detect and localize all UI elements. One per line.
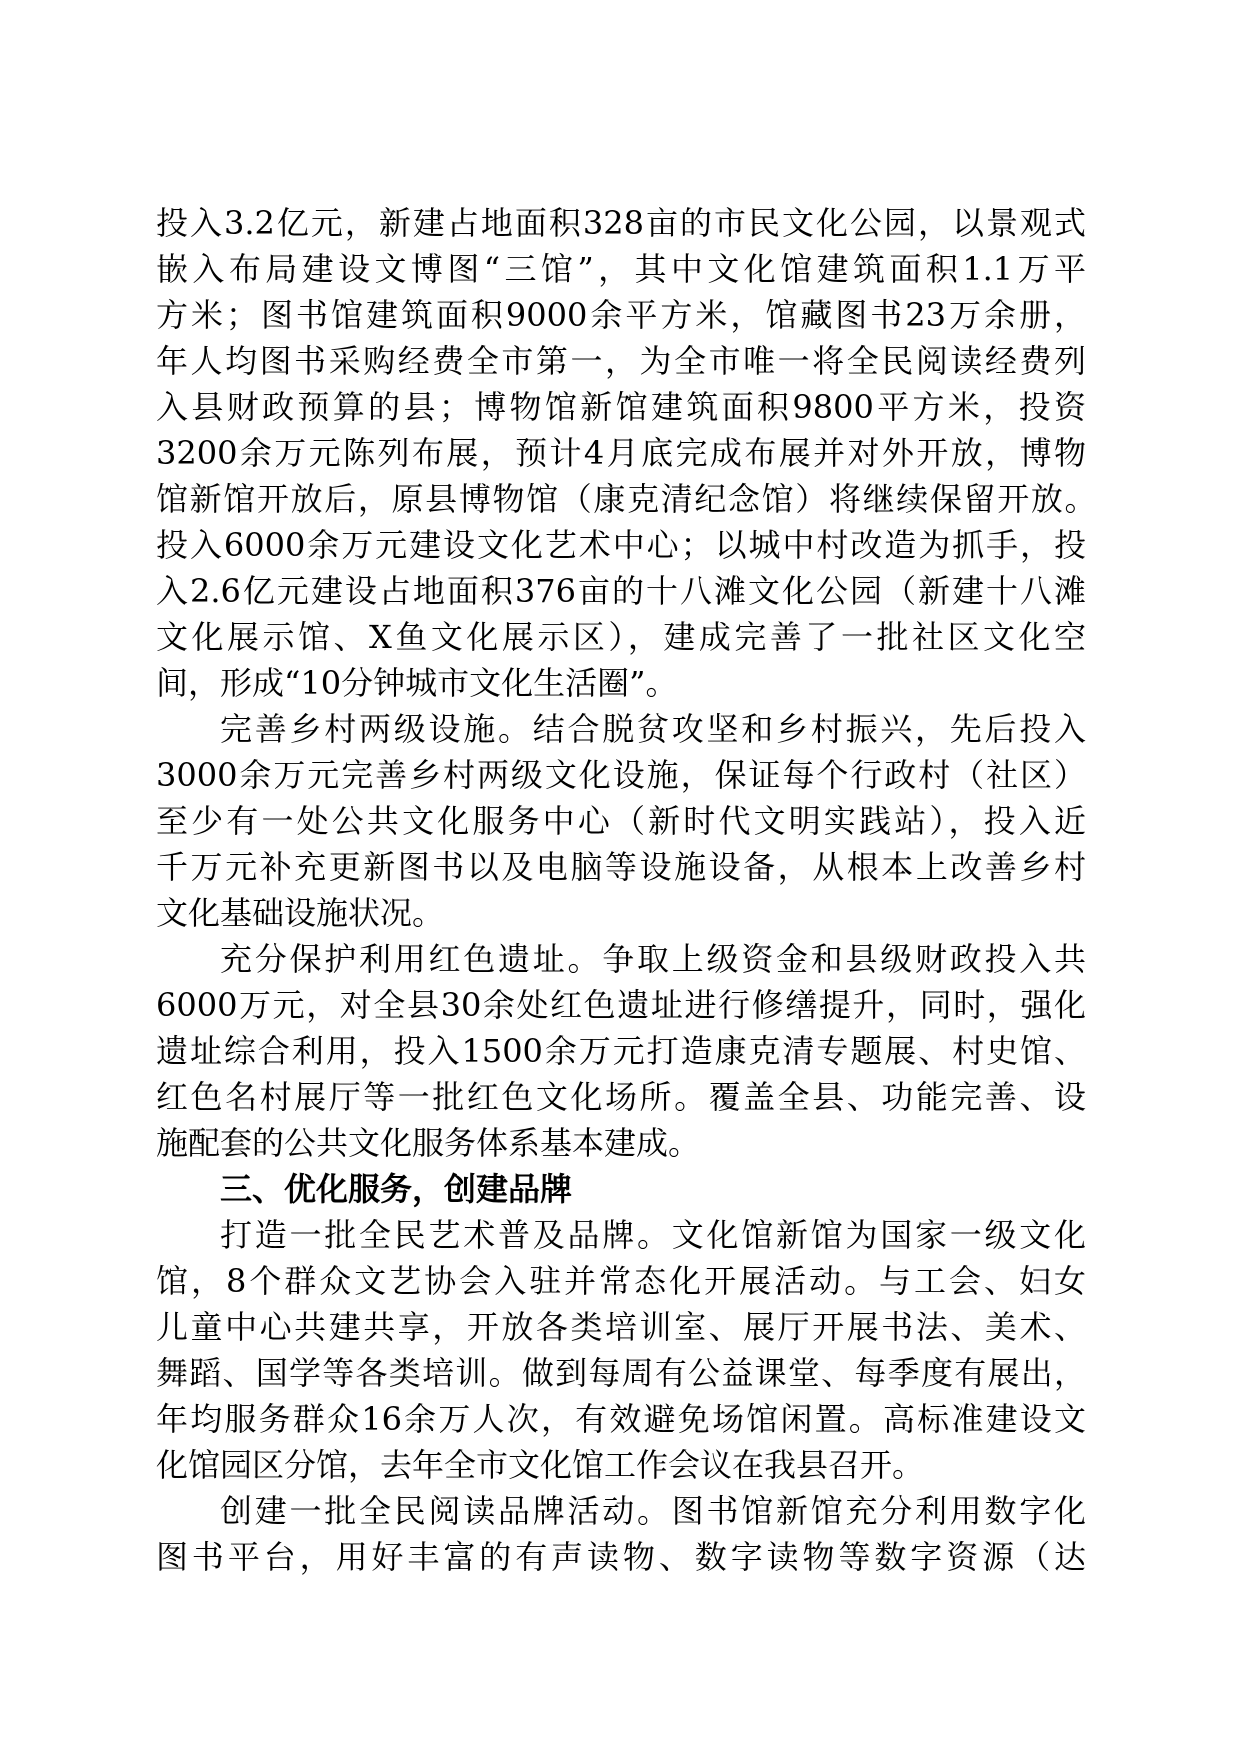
- section-heading: 三、优化服务，创建品牌: [220, 1170, 573, 1208]
- text-line: 文化展示馆、X鱼文化展示区），建成完善了一批社区文化空: [156, 618, 1086, 656]
- text-line: 入县财政预算的县；博物馆新馆建筑面积9800平方米，投资: [156, 388, 1086, 426]
- text-line: 间，形成“10分钟城市文化生活圈”。: [156, 664, 678, 702]
- text-line: 馆，8个群众文艺协会入驻并常态化开展活动。与工会、妇女: [156, 1262, 1086, 1300]
- text-line: 文化基础设施状况。: [156, 894, 445, 932]
- text-line: 方米；图书馆建筑面积9000余平方米，馆藏图书23万余册，: [156, 296, 1086, 334]
- text-line: 嵌入布局建设文博图“三馆”，其中文化馆建筑面积1.1万平: [156, 250, 1086, 288]
- text-line: 3200余万元陈列布展，预计4月底完成布展并对外开放，博物: [156, 434, 1086, 472]
- paragraph-first-line: 完善乡村两级设施。结合脱贫攻坚和乡村振兴，先后投入: [220, 710, 1086, 748]
- text-line: 儿童中心共建共享，开放各类培训室、展厅开展书法、美术、: [156, 1308, 1086, 1346]
- paragraph-first-line: 充分保护利用红色遗址。争取上级资金和县级财政投入共: [220, 940, 1086, 978]
- text-line: 3000余万元完善乡村两级文化设施，保证每个行政村（社区）: [156, 756, 1086, 794]
- text-line: 年均服务群众16余万人次，有效避免场馆闲置。高标准建设文: [156, 1400, 1086, 1438]
- text-line: 入2.6亿元建设占地面积376亩的十八滩文化公园（新建十八滩: [156, 572, 1086, 610]
- text-line: 至少有一处公共文化服务中心（新时代文明实践站），投入近: [156, 802, 1086, 840]
- text-line: 投入6000余万元建设文化艺术中心；以城中村改造为抓手，投: [156, 526, 1086, 564]
- text-line: 投入3.2亿元，新建占地面积328亩的市民文化公园，以景观式: [156, 204, 1086, 242]
- paragraph-first-line: 创建一批全民阅读品牌活动。图书馆新馆充分利用数字化: [220, 1492, 1086, 1530]
- text-line: 馆新馆开放后，原县博物馆（康克清纪念馆）将继续保留开放。: [156, 480, 1096, 518]
- text-line: 千万元补充更新图书以及电脑等设施设备，从根本上改善乡村: [156, 848, 1086, 886]
- text-line: 遗址综合利用，投入1500余万元打造康克清专题展、村史馆、: [156, 1032, 1086, 1070]
- text-line: 化馆园区分馆，去年全市文化馆工作会议在我县召开。: [156, 1446, 925, 1484]
- paragraph-first-line: 打造一批全民艺术普及品牌。文化馆新馆为国家一级文化: [220, 1216, 1086, 1254]
- text-line: 施配套的公共文化服务体系基本建成。: [156, 1124, 701, 1162]
- text-line: 舞蹈、国学等各类培训。做到每周有公益课堂、每季度有展出，: [156, 1354, 1086, 1392]
- text-line: 图书平台，用好丰富的有声读物、数字读物等数字资源（达: [156, 1538, 1086, 1576]
- text-line: 年人均图书采购经费全市第一，为全市唯一将全民阅读经费列: [156, 342, 1086, 380]
- text-line: 6000万元，对全县30余处红色遗址进行修缮提升，同时，强化: [156, 986, 1086, 1024]
- text-line: 红色名村展厅等一批红色文化场所。覆盖全县、功能完善、设: [156, 1078, 1086, 1116]
